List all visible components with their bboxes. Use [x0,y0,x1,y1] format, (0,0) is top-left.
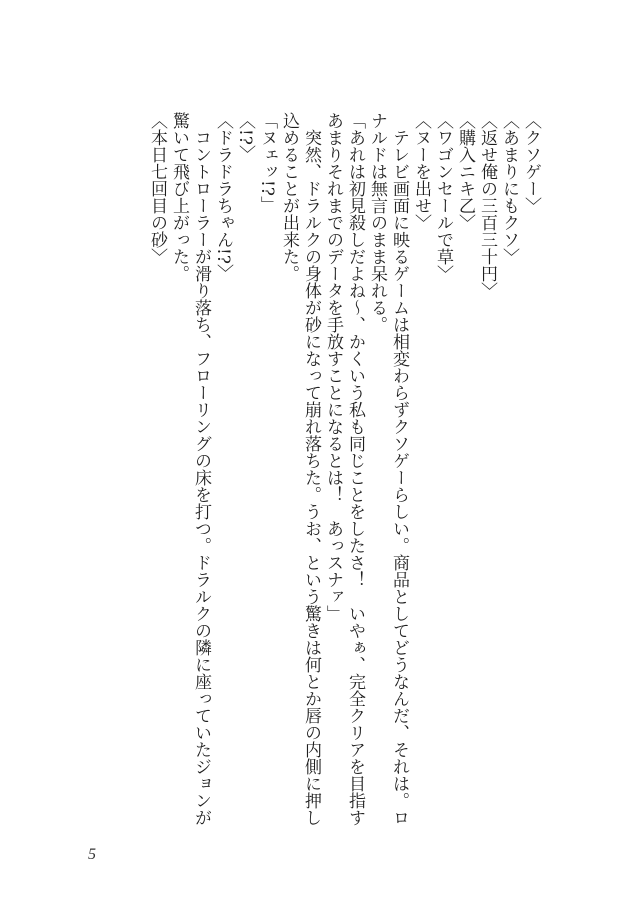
narration-paragraph: テレビ画面に映るゲームは相変わらずクソゲーらしい。商品としてどうなんだ、それは。ロナルドは無言のまま呆れる。 [367,112,409,826]
dialogue-line: 「あれは初見殺しだよね～、かくいう私も同じことをしたさ！ いやぁ、完全クリアを目指すあまりそれまでのデータを手放すことになるとは！ あっスナァ」 [323,112,365,826]
narration-paragraph: コントローラーが滑り落ち、フローリングの床を打つ。ドラルクの隣に座っていたジョンが驚いて飛び上がった。 [169,112,211,826]
comment-line: 〈ワゴンセールで草〉 [433,112,453,282]
comment-line: 〈クソゲー〉 [521,112,541,214]
comment-line: 〈!?〉 [235,112,255,162]
comment-line: 〈本日七回目の砂〉 [147,112,167,265]
comment-line: 〈ヌーを出せ〉 [411,112,431,231]
page-number: 5 [88,846,96,863]
comment-line: 〈あまりにもクソ〉 [499,112,519,265]
comment-line: 〈購入ニキ乙〉 [455,112,475,231]
comment-line: 〈返せ俺の三百三十円〉 [477,112,497,299]
dialogue-line: 「ヌェッ!?」 [257,112,277,213]
narration-paragraph: 突然、ドラルクの身体が砂になって崩れ落ちた。うお、という驚きは何とか唇の内側に押し込めることが出来た。 [279,112,321,826]
vertical-text-body [72,112,542,840]
comment-line: 〈ドラドラちゃん!?〉 [213,112,233,281]
